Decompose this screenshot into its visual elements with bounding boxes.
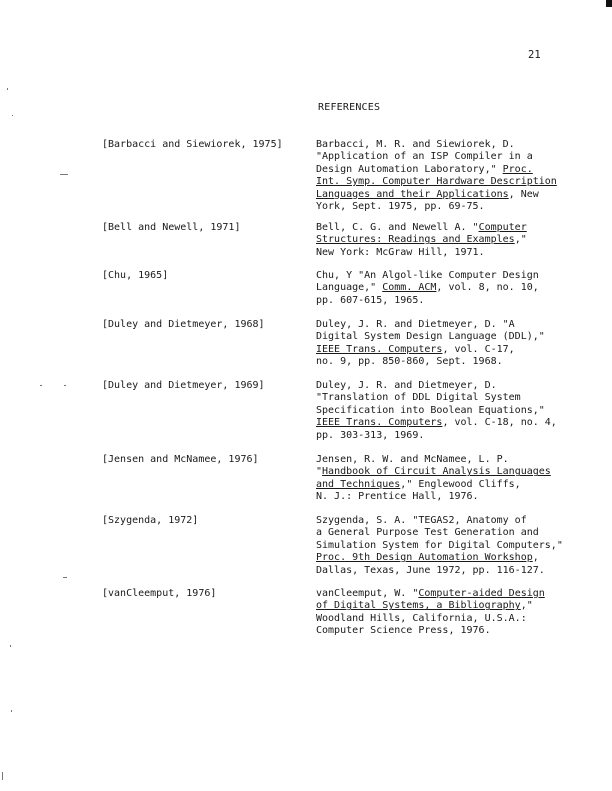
reference-text: Simulation System for Digital Computers," [316,539,563,551]
reference-key: [Szygenda, 1972] [102,515,199,526]
reference-line [316,392,608,404]
reference-entry [316,380,608,442]
reference-text: Computer Science Press, 1976. [316,625,491,637]
reference-text: a General Purpose Test Generation and [316,527,539,539]
reference-line [316,515,608,527]
reference-entry [316,270,608,307]
underlined-title: Handbook of Circuit Analysis Languages [322,466,551,478]
scan-speck [12,115,13,116]
reference-key: [Duley and Dietmeyer, 1968] [102,319,265,330]
reference-text: , [532,552,539,564]
page-number: 21 [528,49,541,61]
reference-line [316,565,608,577]
underlined-title: Languages and their Applications [316,188,509,200]
reference-entry [316,222,608,259]
scan-speck [7,88,8,90]
reference-text: Digital System Design Language (DDL)," [316,331,545,343]
scan-speck [11,710,12,712]
reference-text: ," Englewood Cliffs, [400,478,521,490]
reference-line [316,189,608,201]
underlined-title: Proc. [502,163,533,175]
reference-line [316,625,608,637]
reference-text: Design Automation Laboratory," [316,163,503,175]
reference-text: Bell, C. G. and Newell A. " [316,222,479,233]
reference-text: Chu, Y "An Algol-like Computer Design [316,270,539,281]
reference-text: pp. 607-615, 1965. [316,294,425,306]
reference-line [316,139,608,151]
underlined-title: Comm. ACM [382,282,437,294]
reference-text: Language," [316,282,383,294]
reference-text: ," [520,600,533,612]
reference-key: [Bell and Newell, 1971] [102,222,241,233]
reference-text: , vol. C-18, no. 4, [442,417,557,429]
reference-key: [Barbacci and Siewiorek, 1975] [102,139,283,150]
underlined-title: of Digital Systems, a Bibliography [316,600,521,612]
reference-text: Dallas, Texas, June 1972, pp. 116-127. [316,564,545,576]
reference-line [316,454,608,466]
reference-line [316,295,608,307]
reference-line [316,527,608,539]
reference-text: no. 9, pp. 850-860, Sept. 1968. [316,356,503,368]
reference-text: Duley, J. R. and Dietmeyer, D. "A [316,319,515,330]
reference-line [316,331,608,343]
reference-text: New York: McGraw Hill, 1971. [316,246,485,258]
scan-speck [2,772,3,780]
reference-line [316,417,608,429]
scan-corner-mark [606,0,612,7]
underlined-title: Int. Symp. Computer Hardware Description [316,176,557,188]
underlined-title: Structures: Readings and Examples [316,234,515,246]
reference-line [316,234,608,246]
reference-entry [316,515,608,577]
scan-speck [10,645,11,647]
reference-line [316,247,608,259]
underlined-title: Computer-aided Design [418,588,545,599]
reference-entry [316,139,608,213]
reference-line [316,540,608,552]
reference-entry [316,454,608,504]
reference-key: [vanCleemput, 1976] [102,588,217,599]
reference-text: "Translation of DDL Digital System [316,392,521,404]
reference-text: , vol. C-17, [442,343,515,355]
reference-line [316,588,608,600]
reference-text: ," [514,234,527,246]
reference-line [316,319,608,331]
reference-text: York, Sept. 1975, pp. 69-75. [316,201,485,213]
reference-line [316,164,608,176]
scan-speck [64,385,66,386]
underlined-title: IEEE Trans. Computers [316,417,443,429]
reference-text: vanCleemput, W. " [316,588,419,599]
reference-line [316,222,608,234]
reference-line [316,613,608,625]
reference-line [316,344,608,356]
reference-line [316,176,608,188]
underlined-title: and Techniques [316,478,401,490]
reference-key: [Chu, 1965] [102,270,169,281]
reference-entry [316,588,608,638]
reference-entry [316,319,608,369]
reference-text: Szygenda, S. A. "TEGAS2, Anatomy of [316,515,527,526]
underlined-title: IEEE Trans. Computers [316,343,443,355]
reference-text: Barbacci, M. R. and Siewiorek, D. [316,139,515,150]
reference-text: Jensen, R. W. and McNamee, L. P. [316,454,509,465]
reference-line [316,405,608,417]
reference-line [316,552,608,564]
reference-text: Specification into Boolean Equations," [316,404,545,416]
reference-text: Woodland Hills, California, U.S.A.: [316,612,527,624]
reference-line [316,600,608,612]
reference-line [316,201,608,213]
reference-line [316,479,608,491]
reference-key: [Duley and Dietmeyer, 1969] [102,380,265,391]
reference-line [316,282,608,294]
reference-text: , New [508,188,539,200]
reference-text: N. J.: Prentice Hall, 1976. [316,491,479,503]
scan-speck [40,385,42,386]
reference-text: , vol. 8, no. 10, [436,282,539,294]
reference-line [316,356,608,368]
reference-key: [Jensen and McNamee, 1976] [102,454,259,465]
scan-speck [63,577,67,578]
reference-line [316,430,608,442]
reference-text: "Application of an ISP Compiler in a [316,151,533,163]
reference-line [316,466,608,478]
reference-line [316,491,608,503]
underlined-title: Proc. 9th Design Automation Workshop [316,552,533,564]
page-title: REFERENCES [318,102,381,113]
reference-line [316,380,608,392]
reference-line [316,270,608,282]
reference-line [316,151,608,163]
reference-text: pp. 303-313, 1969. [316,429,425,441]
reference-text: " [316,466,323,478]
scan-speck [60,174,68,175]
underlined-title: Computer [478,222,527,233]
reference-text: Duley, J. R. and Dietmeyer, D. [316,380,497,391]
